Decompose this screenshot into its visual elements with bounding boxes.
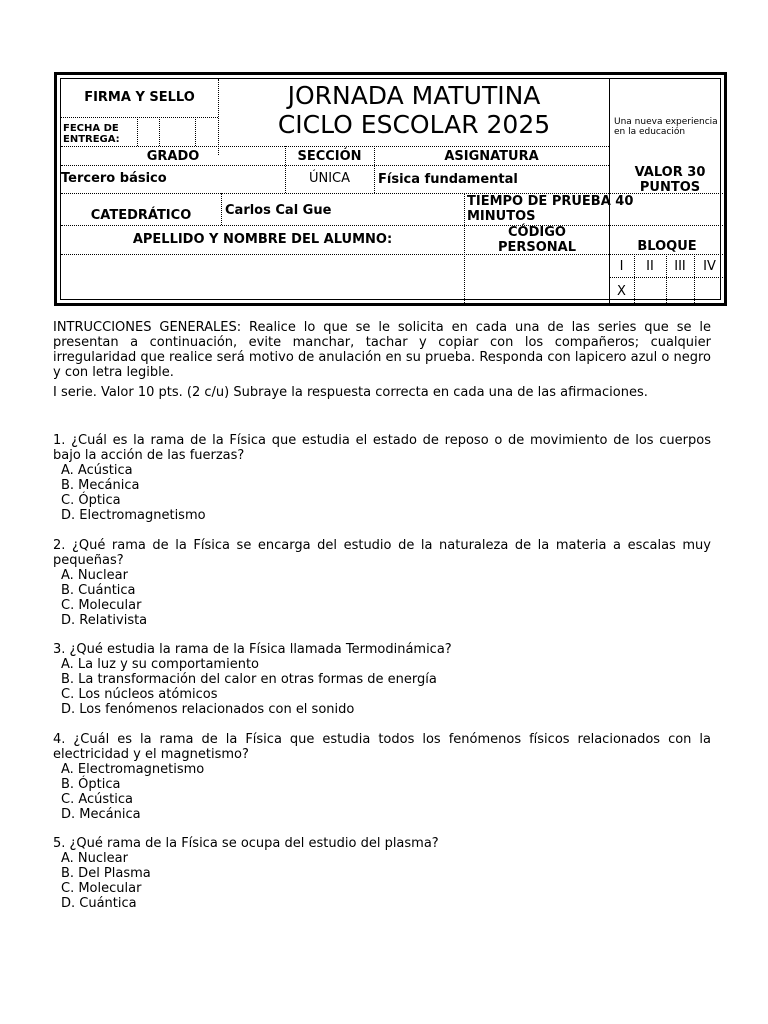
bloque-ii: II — [646, 259, 654, 274]
option-d[interactable]: D. Relativista — [61, 613, 148, 628]
option-c[interactable]: C. Molecular — [61, 598, 142, 613]
grado-label: GRADO — [146, 149, 200, 164]
exam-header-frame — [54, 72, 727, 306]
seccion-value: ÚNICA — [308, 171, 351, 186]
grado-value: Tercero básico — [61, 171, 167, 186]
option-c[interactable]: C. Molecular — [61, 881, 142, 896]
question-text: 5. ¿Qué rama de la Física se ocupa del estudio del plasma? — [53, 836, 439, 851]
bloque-i: I — [619, 259, 624, 274]
page-title-line1: JORNADA MATUTINA — [287, 81, 541, 110]
exam-header-inner — [60, 78, 721, 300]
option-c[interactable]: C. Acústica — [61, 792, 133, 807]
option-d[interactable]: D. Los fenómenos relacionados con el sonido — [61, 702, 355, 717]
fecha-entrega-label: FECHA DE ENTREGA: — [63, 123, 120, 145]
asignatura-label: ASIGNATURA — [444, 149, 539, 164]
alumno-label: APELLIDO Y NOMBRE DEL ALUMNO: — [132, 232, 393, 247]
option-d[interactable]: D. Mecánica — [61, 807, 141, 822]
option-b[interactable]: B. Del Plasma — [61, 866, 151, 881]
question-4 — [53, 732, 711, 822]
option-a[interactable]: A. La luz y su comportamiento — [61, 657, 259, 672]
general-instructions: INTRUCCIONES GENERALES: Realice lo que se le solicita en cada una de las series que se le presentan a continuación, evite manchar, tachar y copiar con los compañeros; cualquier irregularidad que realice será motivo de anulación en su prueba. Responda con lapicero azul o negro y con letra legible. — [53, 320, 711, 380]
serie-instructions: I serie. Valor 10 pts. (2 c/u) Subraye la respuesta correcta en cada una de las afirmaciones. — [53, 385, 648, 400]
codigo-personal-label: CÓDIGO PERSONAL — [497, 225, 577, 255]
option-b[interactable]: B. Óptica — [61, 777, 121, 792]
bloque-iii: III — [674, 259, 686, 274]
page-title-line2: CICLO ESCOLAR 2025 — [277, 110, 551, 139]
firma-sello-label: FIRMA Y SELLO — [84, 90, 195, 105]
option-d[interactable]: D. Cuántica — [61, 896, 137, 911]
option-a[interactable]: A. Acústica — [61, 463, 133, 478]
question-2 — [53, 538, 711, 628]
question-3 — [53, 642, 711, 717]
question-text: 2. ¿Qué rama de la Física se encarga del estudio de la naturaleza de la materia a escalas muy pequeñas? — [53, 538, 711, 568]
question-text: 4. ¿Cuál es la rama de la Física que estudia todos los fenómenos físicos relacionados con la electricidad y el magnetismo? — [53, 732, 711, 762]
option-a[interactable]: A. Nuclear — [61, 851, 128, 866]
question-text: 3. ¿Qué estudia la rama de la Física llamada Termodinámica? — [53, 642, 452, 657]
bloque-iv: IV — [703, 259, 716, 274]
catedratico-label: CATEDRÁTICO — [90, 208, 192, 223]
option-b[interactable]: B. Mecánica — [61, 478, 140, 493]
option-b[interactable]: B. La transformación del calor en otras formas de energía — [61, 672, 437, 687]
option-c[interactable]: C. Los núcleos atómicos — [61, 687, 218, 702]
valor-puntos: VALOR 30 PUNTOS — [634, 165, 706, 195]
bloque-label: BLOQUE — [637, 239, 697, 254]
option-a[interactable]: A. Electromagnetismo — [61, 762, 205, 777]
question-5 — [53, 836, 711, 911]
option-b[interactable]: B. Cuántica — [61, 583, 136, 598]
school-slogan: Una nueva experiencia en la educación — [614, 117, 718, 137]
tiempo-prueba: TIEMPO DE PRUEBA 40 MINUTOS — [467, 194, 634, 224]
bloque-mark: X — [617, 284, 626, 299]
option-c[interactable]: C. Óptica — [61, 493, 121, 508]
option-a[interactable]: A. Nuclear — [61, 568, 128, 583]
asignatura-value: Física fundamental — [378, 172, 518, 187]
question-1 — [53, 433, 711, 523]
option-d[interactable]: D. Electromagnetismo — [61, 508, 206, 523]
question-text: 1. ¿Cuál es la rama de la Física que estudia el estado de reposo o de movimiento de los cuerpos bajo la acción de las fuerzas? — [53, 433, 711, 463]
catedratico-value: Carlos Cal Gue — [225, 203, 332, 218]
seccion-label: SECCIÓN — [297, 149, 362, 164]
